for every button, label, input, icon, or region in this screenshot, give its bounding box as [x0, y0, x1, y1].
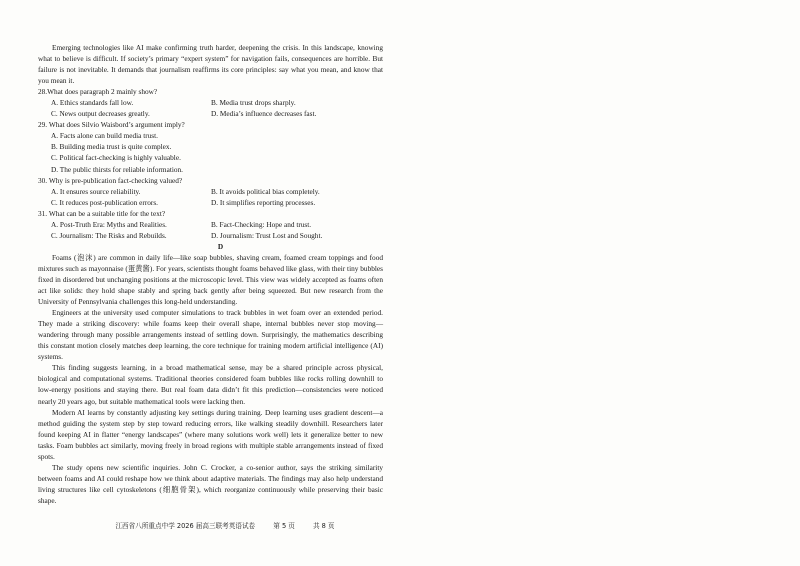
options	[38, 219, 383, 241]
section-d-heading: D	[217, 241, 224, 251]
option-c[interactable]: C. Journalism: The Risks and Rebuilds.	[51, 230, 167, 240]
option-b[interactable]: B. Media trust drops sharply.	[211, 98, 296, 108]
option-c[interactable]: C. News output decreases greatly.	[51, 109, 150, 119]
footer-page-number: 第 5 页	[273, 522, 295, 530]
option-c[interactable]: C. It reduces post-publication errors.	[51, 197, 158, 207]
question-30	[38, 175, 383, 208]
option-a[interactable]: A. Post-Truth Era: Myths and Realities.	[51, 219, 167, 229]
option-d[interactable]: D. It simplifies reporting processes.	[211, 197, 316, 207]
option-b[interactable]: B. Fact-Checking: Hope and trust.	[211, 219, 312, 229]
option-a[interactable]: A. Facts alone can build media trust.	[51, 131, 158, 141]
option-d[interactable]: D. Media’s influence decreases fast.	[211, 109, 317, 119]
options	[38, 186, 383, 208]
passage-d-paragraph-1: Foams (泡沫) are common in daily life—like soap bubbles, shaving cream, foamed cream toppings and food mixtures such as mayonnaise (蛋黄酱). For years, scientists thought foams behaved like glass, with their tiny bubbles fixed in disordered but unchanging positions at the microscopic level. This view was widely accepted as foams often act like solids: they hold shape stably and spring back gently after being squeezed. But new research from the University of Pennsylvania challenges this long-held understanding.	[38, 252, 383, 307]
footer-total-pages: 共 8 页	[312, 522, 335, 530]
question-31	[38, 208, 383, 241]
question-stem: 28.What does paragraph 2 mainly show?	[38, 87, 158, 97]
question-28	[38, 86, 383, 119]
options	[38, 130, 383, 174]
option-b[interactable]: B. It avoids political bias completely.	[211, 186, 320, 196]
passage-d-paragraph-5: The study opens new scientific inquiries. John C. Crocker, a co-senior author, says the striking similarity between foams and AI could reshape how we think about adaptive materials. The findings may also help understand living structures like cell cytoskeletons (细胞骨架), which reorganize continuously while preserving their basic shape.	[38, 462, 383, 505]
left-column	[38, 42, 383, 506]
option-a[interactable]: A. Ethics standards fall low.	[51, 98, 134, 108]
footer-school: 江西省八所重点中学 2026 届高三联考英语试卷	[115, 522, 256, 530]
question-29	[38, 119, 383, 174]
option-a[interactable]: A. It ensures source reliability.	[51, 186, 141, 196]
passage-c-closing-paragraph: Emerging technologies like AI make confirming truth harder, deepening the crisis. In this landscape, knowing what to believe is difficult. If society’s primary “expert system” for navigation fails, consequences are horrible. But failure is not inevitable. It demands that journalism reaffirms its core principles: say what you mean, and know that you mean it.	[38, 43, 383, 86]
option-c[interactable]: C. Political fact-checking is highly valuable.	[51, 153, 181, 163]
question-stem: 31. What can be a suitable title for the text?	[38, 208, 166, 218]
option-d[interactable]: D. Journalism: Trust Lost and Sought.	[211, 230, 323, 240]
page-footer	[0, 521, 800, 532]
option-d[interactable]: D. The public thirsts for reliable information.	[51, 164, 183, 174]
passage-d-paragraph-3: This finding suggests learning, in a broad mathematical sense, may be a shared principle across physical, biological and computational systems. Traditional theories considered foam bubbles like rocks rolling downhill to low-energy positions and staying there. But real foam data didn’t fit this prediction—consistencies were noticed nearly 20 years ago, but suitable mathematical tools were lacking then.	[38, 363, 383, 406]
question-stem: 29. What does Silvio Waisbord’s argument imply?	[38, 120, 185, 130]
passage-d-paragraph-2: Engineers at the university used computer simulations to track bubbles in wet foam over an extended period. They made a striking discovery: while foams keep their overall shape, internal bubbles never stop moving—wandering through many possible arrangements instead of settling down. Surprisingly, the mathematics describing this constant motion closely matches deep learning, the core technique for training modern artificial intelligence (AI) systems.	[38, 308, 383, 362]
question-stem: 30. Why is pre-publication fact-checking valued?	[38, 175, 183, 185]
options	[38, 97, 383, 119]
passage-d	[38, 252, 383, 506]
passage-d-paragraph-4: Modern AI learns by constantly adjusting key settings during training. Deep learning uses gradient descent—a method guiding the system step by step toward reducing errors, like walking steadily downhill. Researchers later found keeping AI in flatter “energy landscapes” (where many solutions work well) lets it generalize better to new tasks. Foam bubbles act similarly, moving freely in broad regions with multiple stable arrangements instead of fixed spots.	[38, 407, 383, 461]
option-b[interactable]: B. Building media trust is quite complex.	[51, 142, 172, 152]
